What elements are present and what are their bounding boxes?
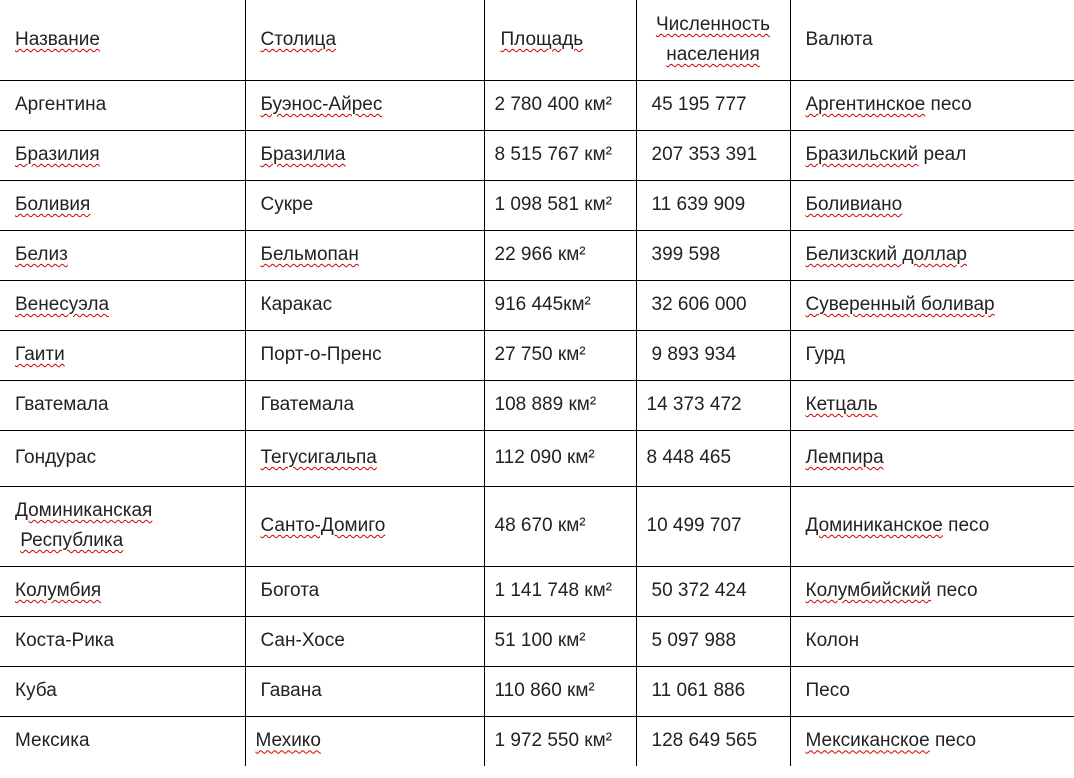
cell-currency: Лемпира (790, 430, 1074, 486)
table-row (0, 180, 1074, 230)
cell-population: 9 893 934 (636, 330, 790, 380)
cell-population: 50 372 424 (636, 566, 790, 616)
cell-area: 22 966 км² (484, 230, 636, 280)
table-row (0, 280, 1074, 330)
cell-area: 27 750 км² (484, 330, 636, 380)
cell-currency: Колон (790, 616, 1074, 666)
cell-name: Колумбия (0, 566, 245, 616)
cell-population: 399 598 (636, 230, 790, 280)
cell-capital: Бразилиа (245, 130, 484, 180)
cell-name: Гаити (0, 330, 245, 380)
cell-currency: Суверенный боливар (790, 280, 1074, 330)
table-row (0, 380, 1074, 430)
cell-currency: Мексиканское песо (805, 730, 977, 752)
table-row (0, 486, 1074, 566)
cell-currency: Кетцаль (790, 380, 1074, 430)
table-header-row (0, 0, 1074, 80)
cell-name: Гватемала (0, 380, 245, 430)
cell-name: Гондурас (0, 430, 245, 486)
cell-area: 108 889 км² (484, 380, 636, 430)
cell-area: 48 670 км² (484, 486, 636, 566)
cell-capital: Санто-Домиго (245, 486, 484, 566)
cell-capital: Бельмопан (245, 230, 484, 280)
cell-currency: Гурд (790, 330, 1074, 380)
header-name: Название (0, 0, 245, 80)
header-population: Численность населения (636, 0, 790, 80)
cell-capital: Тегусигальпа (245, 430, 484, 486)
cell-currency: Белизский доллар (790, 230, 1074, 280)
cell-area: 51 100 км² (484, 616, 636, 666)
table-row (0, 566, 1074, 616)
table-row (0, 430, 1074, 486)
table-row (0, 716, 1074, 766)
cell-population: 45 195 777 (636, 80, 790, 130)
cell-population: 11 639 909 (636, 180, 790, 230)
header-capital: Столица (245, 0, 484, 80)
cell-capital: Сукре (245, 180, 484, 230)
cell-capital: Каракас (245, 280, 484, 330)
cell-capital: Сан-Хосе (245, 616, 484, 666)
header-currency: Валюта (790, 0, 1074, 80)
cell-capital: Богота (245, 566, 484, 616)
cell-name: Венесуэла (0, 280, 245, 330)
cell-area: 1 972 550 км² (484, 716, 636, 766)
cell-area: 8 515 767 км² (484, 130, 636, 180)
cell-capital: Порт-о-Пренс (245, 330, 484, 380)
cell-name: Бразилия (0, 130, 245, 180)
cell-population: 32 606 000 (636, 280, 790, 330)
table-row (0, 80, 1074, 130)
cell-currency: Боливиано (790, 180, 1074, 230)
cell-area: 1 141 748 км² (484, 566, 636, 616)
cell-capital: Буэнос-Айрес (245, 80, 484, 130)
cell-area: 112 090 км² (484, 430, 636, 486)
header-area: Площадь (484, 0, 636, 80)
cell-name: Доминиканская Республика (0, 486, 245, 566)
cell-capital: Гавана (245, 666, 484, 716)
cell-name: Аргентина (0, 80, 245, 130)
cell-name: Белиз (0, 230, 245, 280)
table-row (0, 330, 1074, 380)
cell-currency: Аргентинское песо (790, 80, 1074, 130)
table-row (0, 230, 1074, 280)
cell-population: 11 061 886 (636, 666, 790, 716)
cell-population: 207 353 391 (636, 130, 790, 180)
cell-name: Коста-Рика (0, 616, 245, 666)
table-row (0, 130, 1074, 180)
cell-population: 14 373 472 (636, 380, 790, 430)
cell-area: 2 780 400 км² (484, 80, 636, 130)
cell-area: 916 445км² (484, 280, 636, 330)
cell-population: 10 499 707 (636, 486, 790, 566)
cell-name: Боливия (0, 180, 245, 230)
cell-name: Мексика (0, 716, 245, 766)
cell-currency: Колумбийский песо (790, 566, 1074, 616)
cell-currency: Бразильский реал (790, 130, 1074, 180)
cell-capital: Мехико (245, 716, 484, 766)
cell-currency: Песо (790, 666, 1074, 716)
cell-name: Куба (0, 666, 245, 716)
cell-area: 110 860 км² (484, 666, 636, 716)
cell-population: 128 649 565 (636, 716, 790, 766)
cell-population: 5 097 988 (636, 616, 790, 666)
table-row (0, 666, 1074, 716)
cell-population: 8 448 465 (636, 430, 790, 486)
cell-area: 1 098 581 км² (484, 180, 636, 230)
cell-capital: Гватемала (245, 380, 484, 430)
table-row (0, 616, 1074, 666)
cell-currency: Доминиканское песо (790, 486, 1074, 566)
